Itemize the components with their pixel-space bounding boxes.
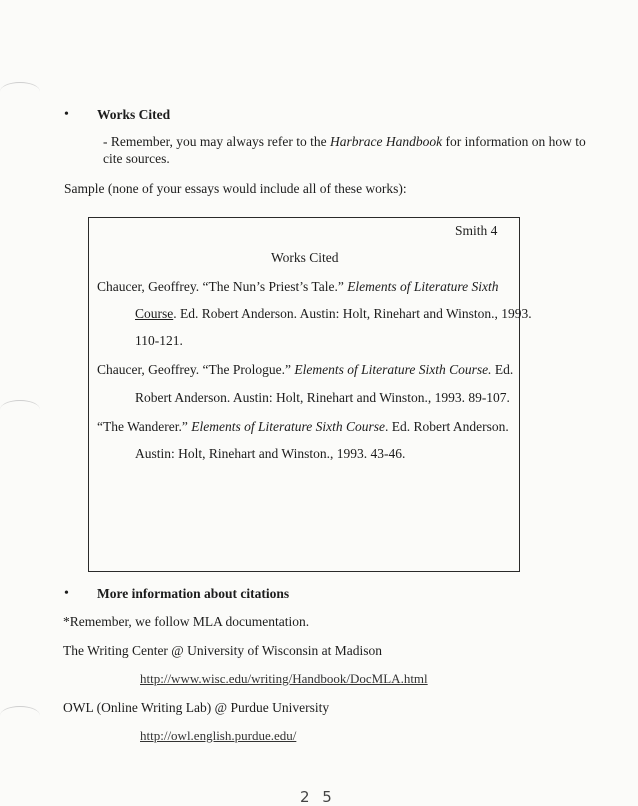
- wisc-link[interactable]: http://www.wisc.edu/writing/Handbook/DocMLA.html: [140, 671, 428, 686]
- citation-book: Elements of Literature Sixth: [347, 279, 499, 294]
- sample-title: Works Cited: [271, 250, 339, 265]
- section-heading-more-info: More information about citations: [97, 586, 290, 601]
- reminder-line-2: cite sources.: [103, 151, 170, 166]
- scan-edge-mark: [0, 82, 40, 101]
- scan-edge-mark: [0, 706, 40, 725]
- citation-entry-1-line-2: [135, 306, 532, 322]
- section-heading-works-cited: Works Cited: [97, 107, 171, 122]
- reminder-prefix: - Remember, you may always refer to the: [103, 134, 331, 149]
- citation-title: “The Wanderer.”: [97, 419, 192, 434]
- citation-entry-1-line-1: [97, 279, 499, 295]
- handwritten-page-number: 2 5: [300, 788, 336, 806]
- citation-entry-3-line-1: [97, 419, 509, 435]
- citation-book: Elements of Literature Sixth Course.: [294, 362, 492, 377]
- citation-publication: . Ed. Robert Anderson. Austin: Holt, Rinehart and Winston., 1993.: [173, 306, 532, 321]
- citation-book: Elements of Literature Sixth Course: [191, 419, 385, 434]
- citation-editor: . Ed. Robert Anderson.: [384, 419, 509, 434]
- citation-entry-2-line-2: Robert Anderson. Austin: Holt, Rinehart and Winston., 1993. 89-107.: [135, 390, 510, 405]
- wisc-label: The Writing Center @ University of Wisconsin at Madison: [63, 643, 383, 658]
- bullet-icon: •: [64, 586, 69, 601]
- reminder-line-1: [103, 134, 586, 150]
- citation-entry-1-line-3: 110-121.: [135, 333, 183, 348]
- owl-label: OWL (Online Writing Lab) @ Purdue University: [63, 700, 330, 715]
- mla-note: *Remember, we follow MLA documentation.: [63, 614, 310, 629]
- scan-edge-mark: [0, 400, 40, 419]
- handbook-title: Harbrace Handbook: [330, 134, 443, 149]
- citation-book-underlined: Course: [135, 306, 174, 321]
- reminder-suffix: for information on how to: [442, 134, 586, 149]
- page-header: Smith 4: [455, 223, 498, 238]
- citation-entry-2-line-1: [97, 362, 513, 378]
- citation-author-title: Chaucer, Geoffrey. “The Nun’s Priest’s Tale.”: [97, 279, 348, 294]
- citation-entry-3-line-2: Austin: Holt, Rinehart and Winston., 1993. 43-46.: [135, 446, 406, 461]
- owl-link[interactable]: http://owl.english.purdue.edu/: [140, 728, 297, 743]
- sample-intro: Sample (none of your essays would include all of these works):: [64, 181, 407, 196]
- citation-editor: Ed.: [491, 362, 514, 377]
- citation-author-title: Chaucer, Geoffrey. “The Prologue.”: [97, 362, 295, 377]
- bullet-icon: •: [64, 107, 69, 122]
